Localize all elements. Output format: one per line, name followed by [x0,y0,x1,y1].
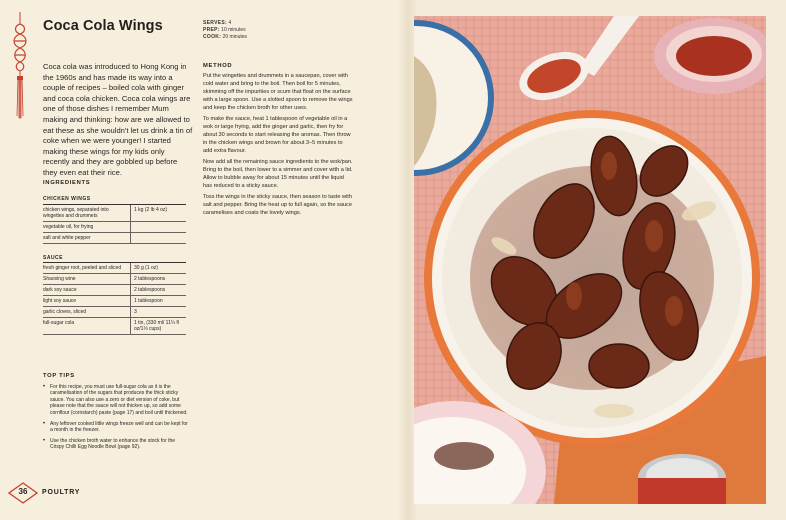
tips-list [43,384,188,451]
method-heading: METHOD [203,63,233,69]
ingredient-name: fresh ginger root, peeled and sliced [43,263,131,273]
serves-value: 4 [228,20,232,26]
ingredient-qty: 2 tablespoons [134,287,166,293]
cook-value: 20 minutes [222,34,248,40]
serves-key: SERVES: [203,20,227,26]
ingredient-name: dark soy sauce [43,285,131,295]
ingredient-name: full-sugar cola [43,318,131,334]
section-label: POULTRY [42,489,81,496]
recipe-title: Coca Cola Wings [43,18,163,34]
chinese-knot-ornament-icon [10,12,30,122]
recipe-intro: Coca cola was introduced to Hong Kong in the 1960s and has made its way into a couple of recipes – boiled cola with ginger and coca cola chicken. Coca cola wings are one of those dishes I remember Mum making and thinking: how are we allowed to eat these as she wouldn't let us drink a tin of coke when we were younger! I started making these wings for my kids only recently and they are gobbled up before they even eat their rice. [43,62,193,177]
ingredient-row [43,233,186,244]
ingredient-qty: 30 g (1 oz) [134,265,158,271]
ingredient-qty [131,233,186,243]
prep-key: PREP: [203,27,220,33]
tip-item: • Use the chicken broth water to enhance the stock for the Crispy Chilli Egg Noodle Bowl (page 92). [43,438,188,451]
cook-key: COOK: [203,34,222,40]
tip-item: • Any leftover cooked little wings freeze well and can be kept for a month in the freezer. [43,421,188,434]
page-number: 36 [18,487,28,496]
ingredient-qty: 1 tin, (330 ml/ 11¼ fl oz/1⅓ cups) [134,320,179,332]
ingredient-qty: 1 kg (2 lb 4 oz) [134,206,168,213]
ingredient-row [43,307,186,318]
recipe-meta [203,20,247,41]
ingredient-row [43,318,186,335]
method-step: Now add all the remaining sauce ingredients to the wok/pan. Bring to the boil, then lower to a simmer and cover with a lid. Allow to bubble away for about 15 minutes until the liquid has reduced to a sticky sauce. [203,159,353,189]
method-steps [203,73,353,221]
ingredient-row [43,222,186,233]
ingredient-name: garlic cloves, sliced [43,307,131,317]
recipe-photo [414,16,766,504]
ingredient-row [43,285,186,296]
method-step: Put the wingettes and drummets in a saucepan, cover with cold water and bring to the boil. Then boil for 5 minutes, skimming off the impurities or scum that float on the surface with a large spoon. Use a slotted spoon to remove the wings and keep the chicken broth for other uses. [203,73,353,111]
ingredients-table [43,194,186,335]
method-step: To make the sauce, heat 1 tablespoon of vegetable oil in a wok or large frying, add the ginger and garlic, then fry for about 30 seconds to start releasing the aromas. Then throw in the chicken wings and brown for about 3–5 minutes to add extra flavour. [203,116,351,154]
ingredient-name: light soy sauce [43,296,131,306]
ingredient-qty: 2 tablespoons [134,276,166,282]
wings-photo-illustration [414,16,766,504]
ingredient-group-title: CHICKEN WINGS [43,194,186,205]
ingredient-qty: 1 tablespoon [134,298,163,304]
ingredient-qty: 3 [134,309,137,315]
ingredient-row [43,263,186,274]
prep-value: 10 minutes [221,27,246,33]
ingredient-row [43,205,186,222]
ingredients-heading: INGREDIENTS [43,180,91,186]
prep-line [203,27,247,34]
ingredient-name: chicken wings, separated into wingettes and drummets [43,205,131,221]
ingredient-row [43,274,186,285]
cook-line [203,34,247,41]
method-step: Toss the wings in the sticky sauce, then season to taste with salt and pepper. Bring the heat up to full again, so the sauce caramelises and coats the lovely wings. [203,194,352,216]
ingredient-group-title: SAUCE [43,253,186,264]
ingredient-name: Shaoxing wine [43,274,131,284]
ingredient-name: vegetable oil, for frying [43,222,131,232]
top-tips [43,373,188,455]
tips-heading: TOP TIPS [43,373,75,379]
serves-line [203,20,247,27]
ingredient-qty [131,222,186,232]
ingredient-name: salt and white pepper [43,233,131,243]
ingredient-row [43,296,186,307]
tip-item: • For this recipe, you must use full-sugar cola as it is the caramelisation of the sugars that produces the thick sticky sauce. You can also use a zero or diet version of coke, but please note that the sauce will not thicken up, so add some cornflour (cornstarch) paste (page 17) and boil until thickened. [43,384,188,417]
